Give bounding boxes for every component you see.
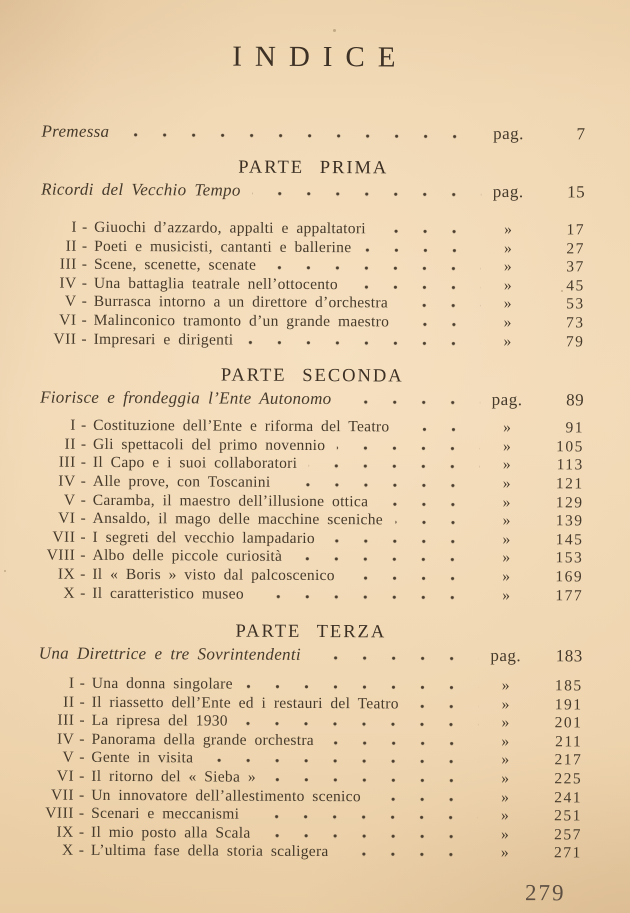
chapter-title: Malinconico tramonto d’un grande maestro [93,311,390,331]
numeral-separator: - [80,416,87,434]
numeral-separator: - [80,472,86,490]
ditto-mark: » [501,770,510,788]
page-number: 89 [566,390,585,410]
chapter-title: Il riassetto dell’Ente ed i restauri del Teatro [91,693,399,713]
dust-speck [333,29,336,32]
page-number: 217 [554,751,583,769]
ditto-mark: » [500,825,509,843]
numeral-separator: - [79,749,85,767]
page-number: 53 [566,295,585,313]
page-label: pag. [490,646,522,666]
page-number: 169 [555,568,584,586]
dot-leader [401,428,480,432]
page-number: 15 [567,182,586,202]
chapter-title: Il « Boris » visto dal palcoscenico [92,565,335,585]
chapter-numeral: II [64,435,76,453]
chapter-numeral: X [62,842,74,860]
chapter-title: Costituzione dell’Ente e riforma del Teatro [93,417,390,436]
chapter-title: I segreti del vecchio lampadario [92,528,316,547]
chapter-title: Una battaglia teatrale nell’ottocento [93,274,339,293]
page-number: 191 [554,695,583,714]
ditto-mark: » [500,844,509,862]
toc-row-part-subtitle [41,179,585,204]
chapter-list [39,417,584,606]
numeral-separator: - [81,311,87,329]
dot-leader [245,685,479,690]
folio-page-number: 279 [524,880,566,906]
chapter-title: Scene, scenette, scenate [93,256,257,274]
toc-row [40,330,584,351]
page-number: 211 [555,733,583,751]
ditto-mark: » [502,586,511,604]
ditto-mark: » [503,258,512,276]
page-number: 257 [554,826,582,844]
ditto-mark: » [503,313,512,332]
page-number: 7 [576,124,586,144]
ditto-mark: » [501,807,509,825]
toc-row [39,584,583,605]
numeral-separator: - [78,823,85,841]
numeral-separator: - [78,805,85,823]
dot-leader [380,502,479,507]
dot-leader [268,266,481,271]
chapter-title: Burrasca intorno a un direttore d’orchestra [93,293,389,312]
dot-leader [363,248,481,253]
chapter-title: Alle prove, con Toscanini [92,472,271,491]
chapter-list [40,219,585,352]
chapter-numeral: VI [56,767,75,785]
ditto-mark: » [501,714,510,732]
ditto-mark: » [502,493,511,511]
dot-leader [378,229,481,234]
chapter-title: Caramba, il maestro dell’illusione ottica [92,491,369,510]
chapter-title: Impresari e dirigenti [93,330,234,349]
ditto-mark: » [503,239,512,257]
ditto-mark: » [502,512,511,530]
numeral-separator: - [79,712,85,730]
page-number: 129 [555,493,584,511]
chapter-title: Albo delle piccole curiosità [92,547,283,566]
ditto-mark: » [502,456,511,474]
dot-leader [401,322,480,326]
dust-speck [4,570,6,572]
chapter-numeral: II [65,237,77,255]
chapter-title: Il caratteristico museo [92,584,244,603]
chapter-numeral: V [62,749,75,767]
chapter-numeral: IV [59,274,77,292]
chapter-title: Poeti e musicisti, cantanti e ballerine [94,237,352,256]
numeral-separator: - [79,767,85,785]
toc-row-part-subtitle [39,643,583,668]
dot-leader [400,304,481,308]
dot-leader [294,557,479,562]
numeral-separator: - [79,693,85,711]
part-heading: PARTE TERZA [235,621,387,643]
dot-leader [309,464,480,469]
ditto-mark: » [502,437,511,455]
chapter-numeral: III [57,711,75,730]
dot-leader [343,400,480,405]
numeral-separator: - [80,509,86,527]
dot-leader [121,133,481,139]
numeral-separator: - [80,491,86,509]
page-number: 139 [555,512,584,530]
chapter-numeral: V [64,293,77,311]
chapter-numeral: I [70,416,77,434]
page-number: 73 [565,314,585,332]
dot-leader [347,576,479,581]
page-number: 225 [554,770,583,788]
toc-row [38,842,582,863]
page-number: 201 [554,714,583,732]
dot-leader [313,656,479,661]
ditto-mark: » [504,220,512,239]
ditto-mark: » [502,567,511,585]
dot-leader [240,722,479,727]
ditto-mark: » [503,419,511,437]
dot-leader [373,797,478,802]
chapter-numeral: VI [58,509,76,527]
dot-leader [253,192,482,197]
dot-leader [205,759,478,764]
dot-leader [256,594,479,599]
chapter-title: Ansaldo, il mago delle macchine sceniche [92,509,384,529]
dot-leader [341,853,478,858]
chapter-numeral: V [63,491,76,509]
chapter-numeral: I [71,218,78,236]
dot-leader [282,483,479,488]
chapter-title: La ripresa del 1930 [91,712,228,730]
ditto-mark: » [501,751,510,769]
numeral-separator: - [80,454,87,472]
dot-leader [337,446,480,451]
page-number: 45 [566,277,585,295]
chapter-numeral: IV [58,472,76,490]
chapter-title: Il mio posto alla Scala [90,823,251,842]
dot-leader [326,741,478,746]
page-number: 17 [566,221,586,239]
numeral-separator: - [80,584,86,602]
numeral-separator: - [81,218,88,236]
chapter-numeral: VII [50,786,75,804]
ditto-mark: » [501,732,510,750]
numeral-separator: - [81,274,87,292]
page-number: 177 [555,586,584,604]
ditto-mark: » [502,549,511,567]
numeral-separator: - [79,730,85,748]
part-heading: PARTE SECONDA [220,365,404,387]
chapter-title: Il ritorno del « Sieba » [91,767,256,786]
ditto-mark: » [503,332,512,350]
ditto-mark: » [501,695,510,713]
chapter-title: Un innovatore dell’allestimento scenico [91,786,361,805]
page-number: 121 [555,475,584,493]
dot-leader [263,834,478,839]
chapter-title: L’ultima fase della storia scaligera [90,842,329,861]
page-number: 113 [556,456,584,474]
page-number: 37 [566,258,585,276]
toc-row-part-subtitle [40,387,584,412]
ditto-mark: » [503,295,512,313]
numeral-separator: - [78,786,85,804]
dot-leader [245,340,480,345]
chapter-numeral: I [68,674,75,692]
ditto-mark: » [502,530,511,548]
page-label: pag. [491,390,523,410]
numeral-separator: - [81,255,88,274]
chapter-numeral: VIII [46,546,76,565]
toc-content [37,39,586,908]
chapter-numeral: VII [52,528,76,546]
chapter-numeral: III [59,255,77,273]
page-number: 185 [554,677,583,695]
chapter-numeral: VIII [45,804,74,823]
page-number: 241 [554,788,583,807]
chapter-numeral: IV [56,730,75,748]
chapter-title: Una donna singolare [91,674,233,693]
dot-leader [350,285,481,290]
dot-leader [411,704,479,708]
dot-leader [395,521,480,525]
ditto-mark: » [501,788,509,806]
page-title: INDICE [232,40,409,74]
part-heading: PARTE PRIMA [238,157,389,179]
page-number: 251 [554,807,582,825]
chapter-numeral: VII [53,330,77,348]
numeral-separator: - [78,842,84,860]
chapter-numeral: IX [56,823,74,841]
chapter-numeral: III [58,454,76,472]
numeral-separator: - [80,547,86,565]
page-number: 183 [555,646,583,666]
chapter-numeral: II [63,693,75,711]
numeral-separator: - [81,293,87,311]
numeral-separator: - [81,237,88,255]
page-number: 27 [566,239,585,258]
page-number: 91 [565,419,585,437]
page-number: 271 [553,844,582,862]
numeral-separator: - [81,330,87,348]
dot-leader [268,778,478,783]
chapter-numeral: VI [59,311,77,329]
numeral-separator: - [80,565,86,583]
ditto-mark: » [503,276,512,294]
chapter-title: Panorama della grande orchestra [91,730,315,749]
page-number: 153 [555,549,584,567]
page-label: pag. [492,181,524,202]
chapter-title: Gli spettacoli del primo novennio [93,435,326,454]
chapter-title: Giuochi d’azzardo, appalti e appaltatori [94,218,366,238]
chapter-numeral: IX [57,565,76,583]
dot-leader [251,815,478,820]
page-number: 105 [556,438,584,456]
part-subtitle: Una Direttrice e tre Sovrintendenti [38,643,301,665]
toc-row-premessa [41,121,585,146]
chapter-list [38,675,583,864]
part-subtitle: Fiorisce e frondeggia l’Ente Autonomo [40,387,332,409]
ditto-mark: » [501,677,510,695]
ditto-mark: » [502,474,511,492]
numeral-separator: - [80,435,87,453]
chapter-title: Il Capo e i suoi collaboratori [92,454,298,473]
dot-leader [327,539,479,544]
chapter-title: Gente in visita [91,749,194,767]
part-subtitle: Ricordi del Vecchio Tempo [41,179,241,200]
page-number: 145 [555,530,584,549]
numeral-separator: - [80,528,86,546]
numeral-separator: - [79,674,85,692]
page-number: 79 [565,332,585,350]
chapter-title: Scenari e meccanismi [91,805,240,823]
section-title: Premessa [41,121,110,141]
chapter-numeral: X [63,584,76,602]
page-label: pag. [493,123,524,144]
